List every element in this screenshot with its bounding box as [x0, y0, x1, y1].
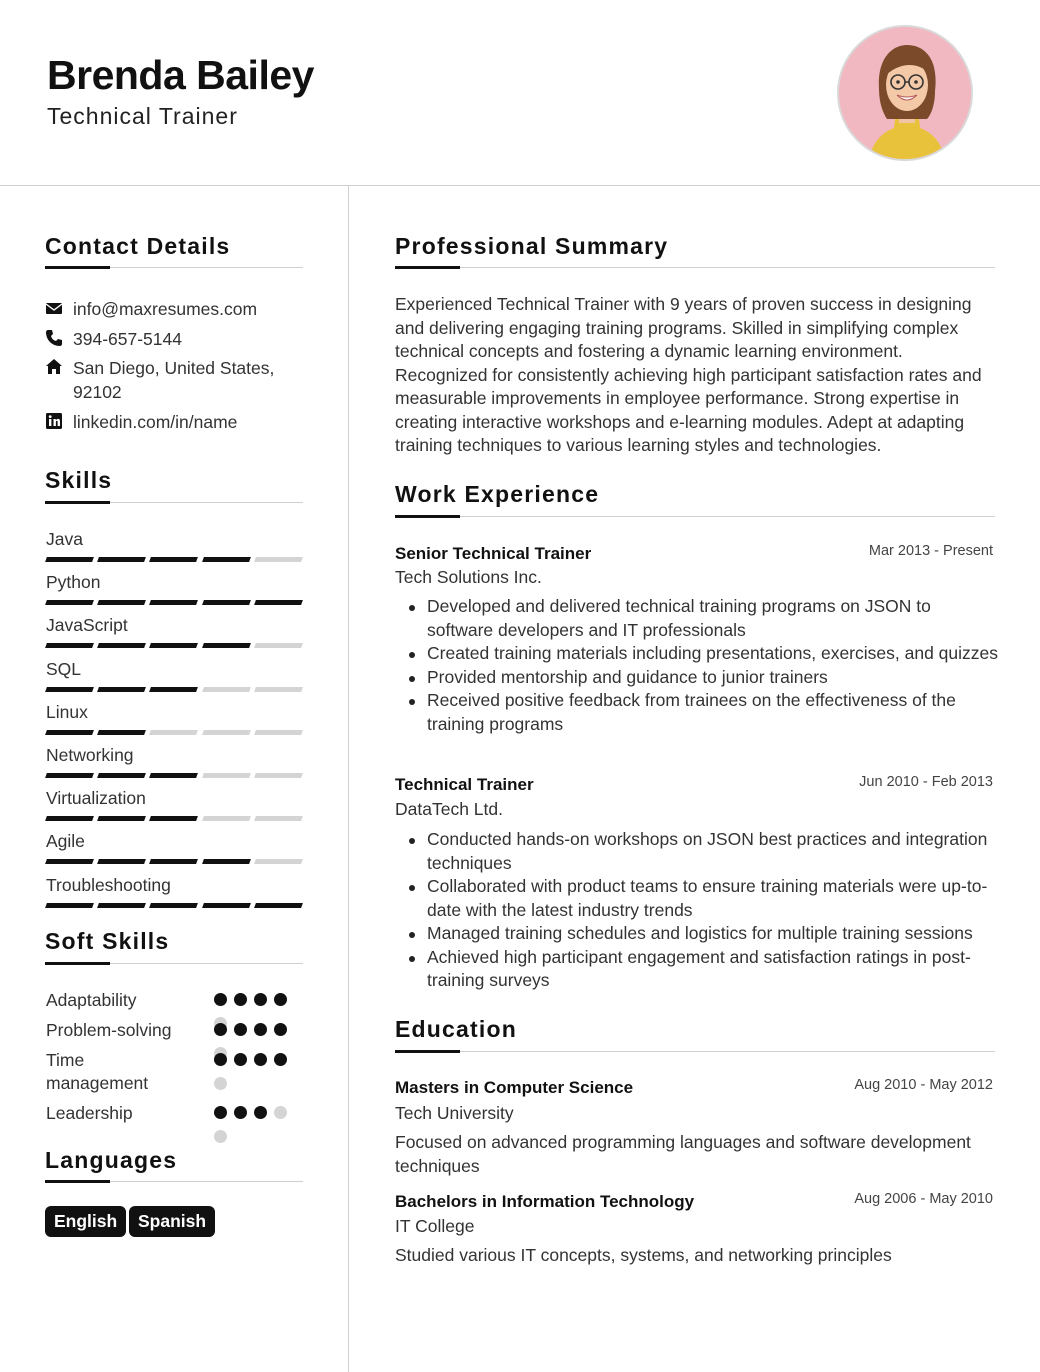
skill-level-segment: [254, 557, 303, 562]
job-bullet: Provided mentorship and guidance to junior trainers: [405, 666, 998, 690]
education-heading-rule: [395, 1051, 995, 1052]
soft-skill-dots: [214, 1023, 294, 1037]
contact-address: [45, 356, 274, 404]
degree-description: Focused on advanced programming languages and software development techniques: [395, 1132, 971, 1176]
soft-skill-dot: [234, 1106, 247, 1119]
skill-level-segment: [149, 730, 198, 735]
soft-skill-dot: [214, 1077, 227, 1090]
home-icon: [45, 358, 63, 376]
skill-level-segment: [202, 773, 251, 778]
skill-name: JavaScript: [46, 615, 128, 635]
skill-level-bar: [46, 643, 302, 648]
soft-skill-dot: [234, 1023, 247, 1036]
skill-level-bar: [46, 730, 302, 735]
job-bullet: Developed and delivered technical training programs on JSON to software developers and IT professionals: [405, 595, 998, 642]
soft-skill-name: Leadership: [46, 1103, 133, 1123]
skill-name: Agile: [46, 831, 85, 851]
skill-level-bar: [46, 859, 302, 864]
soft-skill-dot: [234, 1053, 247, 1066]
school-name: Tech University: [395, 1103, 514, 1123]
contact-linkedin-text: linkedin.com/in/name: [73, 412, 238, 432]
skill-name: Python: [46, 572, 101, 592]
job-bullets: [405, 828, 998, 993]
skill-level-segment: [202, 600, 251, 605]
job-title: Technical Trainer: [395, 775, 534, 794]
skill-level-segment: [202, 859, 251, 864]
linkedin-icon: [45, 412, 63, 430]
candidate-name: Brenda Bailey: [47, 52, 314, 98]
skill-level-segment: [97, 687, 146, 692]
degree-title: Masters in Computer Science: [395, 1078, 634, 1097]
column-divider: [348, 186, 349, 1372]
skill-level-segment: [97, 643, 146, 648]
soft-skills-heading: Soft Skills: [45, 928, 170, 954]
experience-heading-rule: [395, 516, 995, 517]
skill-level-segment: [149, 816, 198, 821]
skills-heading: Skills: [45, 467, 113, 493]
job-bullets: [405, 595, 998, 736]
skill-level-segment: [202, 730, 251, 735]
skill-level-bar: [46, 773, 302, 778]
skill-name: Troubleshooting: [46, 875, 171, 895]
contact-heading: Contact Details: [45, 233, 231, 259]
degree-date: Aug 2010 - May 2012: [854, 1077, 993, 1093]
job-bullet: Conducted hands-on workshops on JSON best practices and integration techniques: [405, 828, 998, 875]
skill-level-segment: [149, 600, 198, 605]
skill-level-segment: [149, 687, 198, 692]
soft-skill-dots: [214, 1106, 294, 1120]
job-bullet: Created training materials including presentations, exercises, and quizzes: [405, 642, 998, 666]
job-bullet: Collaborated with product teams to ensure training materials were up-to-date with the latest industry trends: [405, 875, 998, 922]
skill-level-bar: [46, 903, 302, 908]
skill-level-segment: [149, 773, 198, 778]
language-tag-english: English: [45, 1206, 126, 1237]
school-name: IT College: [395, 1216, 475, 1236]
soft-skill-name: Problem-solving: [46, 1020, 172, 1040]
skill-level-segment: [254, 859, 303, 864]
skill-level-segment: [45, 773, 94, 778]
contact-email[interactable]: [45, 297, 257, 321]
skill-level-bar: [46, 557, 302, 562]
education-heading: Education: [395, 1016, 517, 1042]
soft-skill-dot: [274, 1053, 287, 1066]
soft-skill-dot: [274, 993, 287, 1006]
skill-level-segment: [202, 643, 251, 648]
skill-name: Java: [46, 529, 83, 549]
profile-photo: [837, 25, 973, 161]
job-company: DataTech Ltd.: [395, 799, 503, 819]
soft-skill-dot: [274, 1106, 287, 1119]
skill-level-segment: [254, 687, 303, 692]
contact-heading-rule: [45, 267, 303, 268]
soft-skill-dot: [214, 993, 227, 1006]
skill-level-segment: [254, 643, 303, 648]
job-company: Tech Solutions Inc.: [395, 567, 542, 587]
skill-level-segment: [45, 600, 94, 605]
soft-skill-dot: [274, 1023, 287, 1036]
contact-linkedin[interactable]: [45, 410, 237, 434]
summary-heading: Professional Summary: [395, 233, 669, 259]
skill-level-segment: [97, 859, 146, 864]
job-bullet: Achieved high participant engagement and satisfaction ratings in post-training surveys: [405, 946, 998, 993]
skill-level-segment: [97, 816, 146, 821]
job-date: Jun 2010 - Feb 2013: [859, 774, 993, 790]
skill-level-segment: [45, 730, 94, 735]
languages-heading-rule: [45, 1181, 303, 1182]
skill-level-segment: [254, 600, 303, 605]
skills-heading-rule: [45, 502, 303, 503]
soft-skill-name: Adaptability: [46, 990, 137, 1010]
contact-address-line2: 92102: [73, 382, 122, 402]
skill-level-segment: [202, 816, 251, 821]
soft-skill-dot: [214, 1053, 227, 1066]
skill-level-segment: [254, 903, 303, 908]
languages-heading: Languages: [45, 1147, 178, 1173]
job-bullet: Managed training schedules and logistics for multiple training sessions: [405, 922, 998, 946]
degree-title: Bachelors in Information Technology: [395, 1192, 695, 1211]
skill-level-segment: [202, 903, 251, 908]
phone-icon: [45, 329, 63, 347]
skill-level-segment: [45, 859, 94, 864]
summary-heading-rule: [395, 267, 995, 268]
contact-address-line1: San Diego, United States,: [73, 358, 275, 378]
skill-level-segment: [97, 557, 146, 562]
skill-level-segment: [149, 643, 198, 648]
skill-level-segment: [149, 859, 198, 864]
experience-heading: Work Experience: [395, 481, 600, 507]
skill-level-segment: [149, 903, 198, 908]
skill-level-segment: [97, 903, 146, 908]
skill-level-segment: [97, 730, 146, 735]
skill-level-bar: [46, 687, 302, 692]
skill-level-segment: [45, 816, 94, 821]
soft-skill-dot: [214, 1130, 227, 1143]
soft-skill-dots: [214, 1053, 294, 1067]
job-date: Mar 2013 - Present: [868, 543, 993, 559]
skill-level-segment: [97, 773, 146, 778]
skill-level-segment: [254, 730, 303, 735]
contact-phone[interactable]: [45, 327, 182, 351]
soft-skill-dot: [254, 993, 267, 1006]
profile-portrait-icon: [839, 27, 973, 161]
skill-level-segment: [149, 557, 198, 562]
degree-description: Studied various IT concepts, systems, and networking principles: [395, 1245, 892, 1265]
soft-skill-name: Time management: [46, 1050, 149, 1093]
summary-text: Experienced Technical Trainer with 9 years of proven success in designing and delivering engaging training programs. Skilled in simplifying complex technical concepts and fostering a dynamic learning environment. Recognized for consistently achieving high participant satisfaction rates and measurable improvements in employee performance. Strong expertise in creating interactive workshops and e-learning modules. Adept at adapting training techniques to various learning styles and technologies.: [395, 294, 982, 455]
skill-level-segment: [254, 816, 303, 821]
soft-skill-dot: [234, 993, 247, 1006]
soft-skill-dots: [214, 993, 294, 1007]
soft-skill-dot: [254, 1053, 267, 1066]
skill-level-segment: [45, 557, 94, 562]
skill-name: Networking: [46, 745, 134, 765]
skill-level-segment: [202, 557, 251, 562]
resume-header: [0, 0, 1040, 186]
skill-name: Linux: [46, 702, 88, 722]
skill-level-bar: [46, 600, 302, 605]
soft-skill-dot: [214, 1023, 227, 1036]
degree-date: Aug 2006 - May 2010: [854, 1191, 993, 1207]
skill-name: Virtualization: [46, 788, 146, 808]
job-bullet: Received positive feedback from trainees on the effectiveness of the training programs: [405, 689, 998, 736]
skill-level-segment: [254, 773, 303, 778]
language-tag-spanish: Spanish: [129, 1206, 215, 1237]
contact-email-text: info@maxresumes.com: [73, 299, 258, 319]
skill-level-segment: [202, 687, 251, 692]
skill-name: SQL: [46, 659, 82, 679]
skill-level-segment: [45, 903, 94, 908]
skill-level-segment: [97, 600, 146, 605]
skill-level-bar: [46, 816, 302, 821]
soft-skill-dot: [254, 1023, 267, 1036]
contact-phone-text: 394-657-5144: [73, 329, 182, 349]
skill-level-segment: [45, 687, 94, 692]
skill-level-segment: [45, 643, 94, 648]
candidate-title: Technical Trainer: [47, 103, 238, 129]
soft-skill-dot: [214, 1106, 227, 1119]
envelope-icon: [45, 299, 63, 317]
soft-skills-heading-rule: [45, 963, 303, 964]
job-title: Senior Technical Trainer: [395, 544, 592, 563]
soft-skill-dot: [254, 1106, 267, 1119]
